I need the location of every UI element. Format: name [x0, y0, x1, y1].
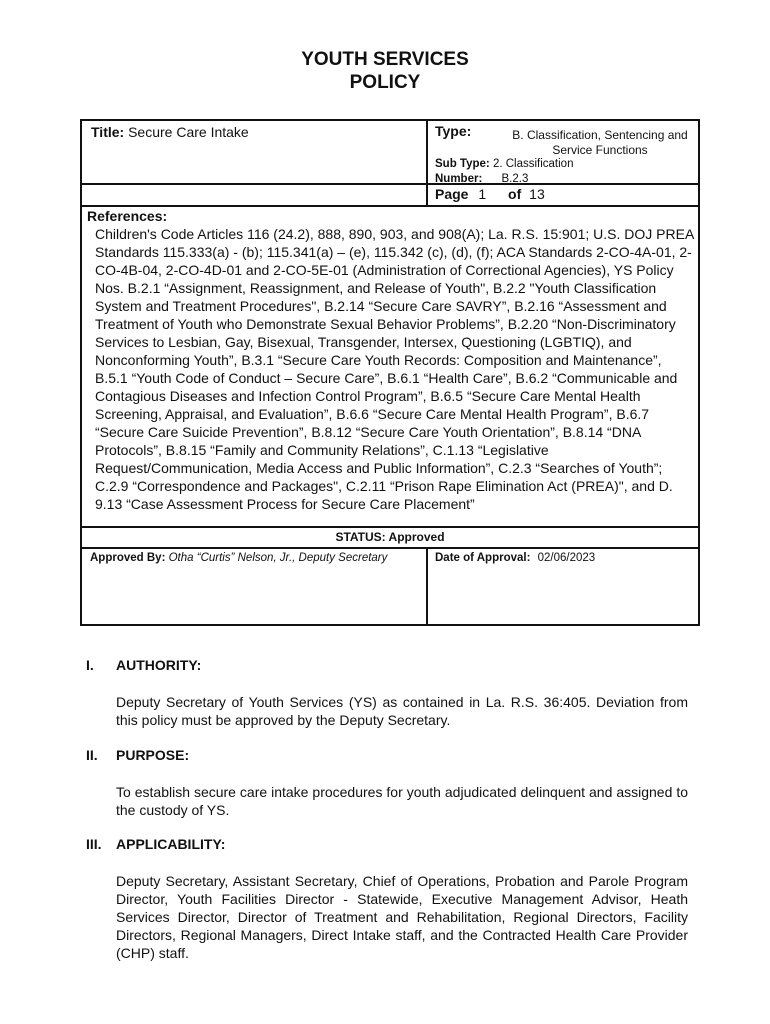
title-value: Secure Care Intake: [128, 124, 249, 140]
approval-date-label: Date of Approval:: [435, 552, 531, 564]
policy-header-table: [80, 119, 700, 626]
title-label: Title:: [91, 124, 125, 140]
divider: [82, 526, 698, 528]
divider: [426, 121, 428, 207]
type-label: Type:: [435, 123, 472, 139]
approved-by: [90, 552, 387, 564]
section-heading: APPLICABILITY:: [116, 836, 226, 852]
type-block: [435, 123, 700, 187]
page-number: 1: [478, 186, 487, 202]
title-line-2: POLICY: [349, 72, 421, 93]
section-heading: PURPOSE:: [116, 747, 190, 763]
title-line-1: YOUTH SERVICES: [301, 49, 469, 70]
divider: [82, 183, 426, 185]
number-value: B.2.3: [501, 173, 529, 185]
divider: [426, 547, 428, 624]
document-title: [0, 48, 770, 94]
status-badge: STATUS: Approved: [335, 530, 445, 544]
references-label: References:: [87, 208, 168, 224]
subtype-row: [435, 157, 700, 172]
approved-by-value: Otha “Curtis” Nelson, Jr., Deputy Secretary: [168, 552, 388, 564]
of-label: of: [508, 186, 522, 202]
approved-by-label: Approved By:: [90, 552, 166, 564]
references-block: [87, 207, 697, 513]
section-number: II.: [86, 747, 98, 763]
type-value-line-1: B. Classification, Sentencing and: [512, 128, 688, 142]
page-indicator: [435, 186, 545, 202]
section-applicability-text: Deputy Secretary, Assistant Secretary, Chief of Operations, Probation and Parole Program Director, Youth Facilities Director - Statewide, Executive Management Advisor, Heath Services Director, Director of Treatment and Rehabilitation, Regional Directors, Facility Directors, Regional Managers, Direct Intake staff, and the Contracted Health Care Provider (CHP) staff.: [116, 873, 688, 961]
section-number: I.: [86, 657, 94, 673]
approval-date: [435, 552, 595, 564]
number-label: Number:: [435, 173, 483, 185]
number-row: [435, 172, 700, 187]
type-value-line-2: Service Functions: [552, 143, 648, 157]
type-value: [504, 128, 696, 158]
subtype-label: Sub Type:: [435, 158, 490, 170]
section-heading: AUTHORITY:: [116, 657, 202, 673]
section-number: III.: [86, 836, 102, 852]
page-total: 13: [529, 186, 545, 202]
approval-date-value: 02/06/2023: [537, 552, 596, 564]
policy-title: [91, 124, 249, 140]
subtype-value: 2. Classification: [492, 158, 574, 170]
references-text: Children's Code Articles 116 (24.2), 888, 890, 903, and 908(A); La. R.S. 15:901; U.S. DOJ PREA Standards 115.333(a) - (b); 115.341(a) – (e), 115.342 (c), (d), (f); ACA Standards 2-CO-4A-01, 2-CO-4B-04, 2-CO-4D-01 and 2-CO-5E-01 (Administration of Correctional Agencies), YS Policy Nos. B.2.1 “Assignment, Reassignment, and Release of Youth", B.2.2 "Youth Classification System and Treatment Procedures", B.2.14 “Secure Care SAVRY”, B.2.16 “Assessment and Treatment of Youth who Demonstrate Sexual Behavior Problems”, B.2.20 “Non-Discriminatory Services to Lesbian, Gay, Bisexual, Transgender, Intersex, Questioning (LGBTIQ), and Nonconforming Youth”, B.3.1 “Secure Care Youth Records: Composition and Maintenance”, B.5.1 “Youth Code of Conduct – Secure Care”, B.6.1 “Health Care”, B.6.2 “Communicable and Contagious Diseases and Infection Control Program”, B.6.5 “Secure Care Mental Health Screening, Appraisal, and Evaluation”, B.6.6 “Secure Care Mental Health Program”, B.6.7 “Secure Care Suicide Prevention”, B.8.12 “Secure Care Youth Orientation”, B.8.14 “DNA Protocols”, B.8.15 “Family and Community Relations”, C.1.13 “Legislative Request/Communication, Media Access and Public Information”, C.2.3 “Searches of Youth”; C.2.9 “Correspondence and Packages", C.2.11 “Prison Rape Elimination Act (PREA)", and D. 9.13 “Case Assessment Process for Secure Care Placement”: [95, 226, 694, 512]
page-label: Page: [435, 186, 469, 202]
divider: [82, 547, 698, 549]
section-authority-text: Deputy Secretary of Youth Services (YS) as contained in La. R.S. 36:405. Deviation from this policy must be approved by the Deputy Secretary.: [116, 694, 688, 728]
section-purpose-text: To establish secure care intake procedures for youth adjudicated delinquent and assigned to the custody of YS.: [116, 784, 688, 818]
